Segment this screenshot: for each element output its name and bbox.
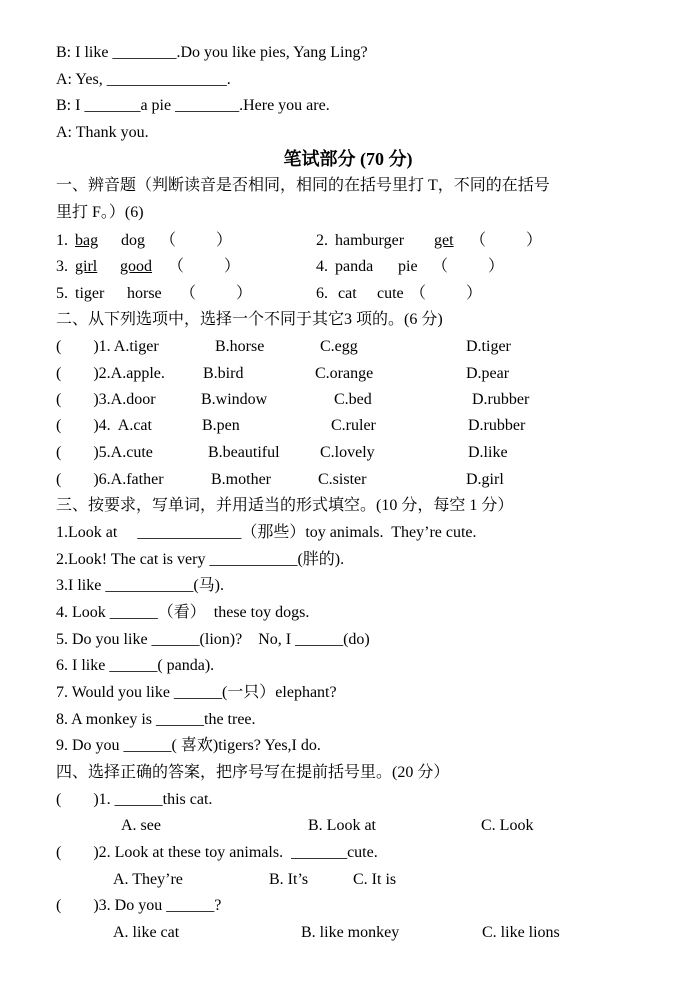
item-number: 1. <box>56 232 68 249</box>
dialogue-line-3: B: I _______a pie ________.Here you are. <box>56 97 330 114</box>
option-a: A. They’re <box>113 871 183 888</box>
option-b: B. Look at <box>308 817 376 834</box>
option-c: C. It is <box>353 871 397 888</box>
item-number: 3. <box>56 258 68 275</box>
option-b: B.mother <box>211 471 271 488</box>
option-b: B. like monkey <box>301 924 400 941</box>
answer-bracket: （ ） <box>410 285 483 302</box>
option-b: B.window <box>201 391 268 408</box>
word-2: dog <box>121 232 145 249</box>
section1-heading-line1: 一、辨音题（判断读音是否相同，相同的在括号里打 T，不同的在括号 <box>56 177 550 194</box>
option-b: B.pen <box>202 417 240 434</box>
word-2: pie <box>398 258 418 275</box>
option-c: C. Look <box>481 817 534 834</box>
item-number: 5. <box>56 285 68 302</box>
fill-blank-line: 9. Do you ______( 喜欢)tigers? Yes,I do. <box>56 737 321 754</box>
option-d: D.like <box>468 444 508 461</box>
question-and-option-a: ( )2.A.apple. <box>56 365 165 382</box>
fill-blank-line: 8. A monkey is ______the tree. <box>56 711 256 728</box>
question-and-option-a: ( )3.A.door <box>56 391 156 408</box>
option-b: B. It’s <box>269 871 309 888</box>
option-d: D.pear <box>466 365 510 382</box>
option-a: A. see <box>121 817 161 834</box>
word-2: cute <box>377 285 404 302</box>
section2-heading: 二、从下列选项中，选择一个不同于其它3 项的。(6 分) <box>56 311 443 328</box>
fill-blank-line: 2.Look! The cat is very ___________(胖的). <box>56 551 345 568</box>
item-number: 4. <box>316 258 328 275</box>
fill-blank-line: 4. Look ______（看） these toy dogs. <box>56 604 310 621</box>
option-b: B.bird <box>203 365 244 382</box>
option-c: C.sister <box>318 471 367 488</box>
item-number: 6. <box>316 285 328 302</box>
dialogue-line-1: B: I like ________.Do you like pies, Yang Ling? <box>56 44 368 61</box>
option-b: B.beautiful <box>208 444 280 461</box>
option-c: C.ruler <box>331 417 376 434</box>
answer-bracket: （ ） <box>168 258 241 275</box>
question-stem: ( )3. Do you ______? <box>56 897 222 914</box>
section1-heading-line2: 里打 F。）(6) <box>56 204 144 221</box>
option-c: C.orange <box>315 365 374 382</box>
word-1: cat <box>338 285 357 302</box>
fill-blank-line: 1.Look at _____________（那些）toy animals. They’re cute. <box>56 524 477 541</box>
fill-blank-line: 7. Would you like ______(一只）elephant? <box>56 684 337 701</box>
section4-heading: 四、选择正确的答案，把序号写在提前括号里。(20 分） <box>56 764 450 781</box>
dialogue-line-2: A: Yes, _______________. <box>56 71 231 88</box>
word-1: tiger <box>75 285 105 302</box>
item-number: 2. <box>316 232 328 249</box>
word-1: bag <box>75 232 99 249</box>
answer-bracket: （ ） <box>160 232 233 249</box>
word-2: get <box>434 232 454 249</box>
option-d: D.rubber <box>468 417 526 434</box>
word-1: girl <box>75 258 98 275</box>
option-c: C.bed <box>334 391 372 408</box>
fill-blank-line: 3.I like ___________(马). <box>56 577 224 594</box>
option-c: C. like lions <box>482 924 560 941</box>
written-section-title: 笔试部分 (70 分) <box>283 149 413 169</box>
answer-bracket: （ ） <box>470 232 543 249</box>
answer-bracket: （ ） <box>180 285 253 302</box>
dialogue-line-4: A: Thank you. <box>56 124 149 141</box>
question-and-option-a: ( )1. A.tiger <box>56 338 159 355</box>
question-and-option-a: ( )6.A.father <box>56 471 164 488</box>
option-b: B.horse <box>215 338 265 355</box>
option-c: C.lovely <box>320 444 375 461</box>
word-2: good <box>120 258 152 275</box>
fill-blank-line: 5. Do you like ______(lion)? No, I ______(do) <box>56 631 370 648</box>
option-d: D.rubber <box>472 391 530 408</box>
question-stem: ( )2. Look at these toy animals. _______cute. <box>56 844 378 861</box>
word-2: horse <box>127 285 162 302</box>
answer-bracket: （ ） <box>432 258 505 275</box>
option-c: C.egg <box>320 338 358 355</box>
question-and-option-a: ( )5.A.cute <box>56 444 153 461</box>
section3-heading: 三、按要求，写单词，并用适当的形式填空。(10 分，每空 1 分） <box>56 497 514 514</box>
word-1: hamburger <box>335 232 405 249</box>
question-and-option-a: ( )4. A.cat <box>56 417 152 434</box>
fill-blank-line: 6. I like ______( panda). <box>56 657 215 674</box>
word-1: panda <box>335 258 374 275</box>
option-a: A. like cat <box>113 924 180 941</box>
option-d: D.girl <box>466 471 504 488</box>
question-stem: ( )1. ______this cat. <box>56 791 213 808</box>
option-d: D.tiger <box>466 338 511 355</box>
